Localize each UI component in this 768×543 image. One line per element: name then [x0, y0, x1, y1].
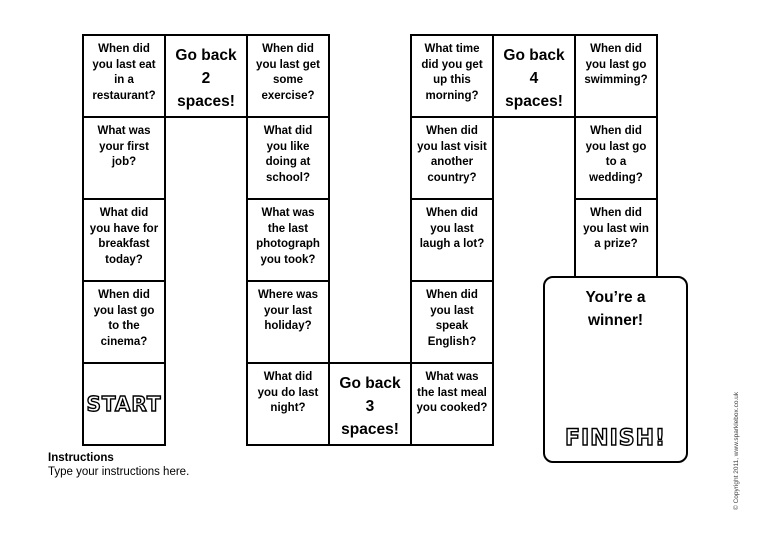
board-space-col3-3: [246, 198, 330, 282]
winner-text: You’re a winner!: [585, 289, 646, 329]
board-space-col7-3: [574, 198, 658, 278]
go-back-3-space: [328, 362, 412, 446]
board-space-col5-3: [410, 198, 494, 282]
start-label: START: [86, 392, 162, 416]
finish-label: FINISH!: [564, 426, 667, 451]
board-space-col1-2: [82, 116, 166, 200]
board-space-col5-4: [410, 280, 494, 364]
go-back-text: Go back 2 spaces!: [175, 47, 237, 110]
question-text: When did you last visit another country?: [417, 125, 487, 184]
board-space-col5-1: [410, 34, 494, 118]
question-text: When did you last go to the cinema?: [93, 289, 155, 348]
question-text: What was your first job?: [97, 125, 151, 168]
board-space-col3-2: [246, 116, 330, 200]
question-text: What was the last meal you cooked?: [416, 371, 488, 414]
question-text: When did you last go to a wedding?: [585, 125, 647, 184]
question-text: Where was your last holiday?: [257, 289, 319, 332]
finish-space: [543, 276, 688, 463]
go-back-4-space: [492, 34, 576, 118]
board-space-col1-3: [82, 198, 166, 282]
go-back-text: Go back 4 spaces!: [503, 47, 565, 110]
go-back-text: Go back 3 spaces!: [339, 375, 401, 438]
start-space: [82, 362, 166, 446]
go-back-2-space: [164, 34, 248, 118]
instructions-text: Type your instructions here.: [48, 466, 190, 478]
board-space-col3-1: [246, 34, 330, 118]
question-text: When did you last win a prize?: [583, 207, 649, 250]
question-text: When did you last speak English?: [426, 289, 478, 348]
board-space-col5-5: [410, 362, 494, 446]
board-space-col1-1: [82, 34, 166, 118]
question-text: What did you have for breakfast today?: [89, 207, 159, 266]
question-text: When did you last get some exercise?: [256, 43, 320, 102]
question-text: When did you last go swimming?: [584, 43, 648, 86]
question-text: What was the last photograph you took?: [256, 207, 320, 266]
question-text: When did you last eat in a restaurant?: [92, 43, 156, 102]
board-space-col3-4: [246, 280, 330, 364]
board-space-col3-5: [246, 362, 330, 446]
question-text: What time did you get up this morning?: [421, 43, 483, 102]
copyright-notice: © Copyright 2011, www.sparklebox.co.uk: [733, 391, 740, 510]
instructions-title: Instructions: [48, 452, 114, 464]
board-space-col1-4: [82, 280, 166, 364]
question-text: When did you last laugh a lot?: [419, 207, 485, 250]
question-text: What did you do last night?: [257, 371, 319, 414]
board-space-col7-1: [574, 34, 658, 118]
board-space-col5-2: [410, 116, 494, 200]
question-text: What did you like doing at school?: [263, 125, 313, 184]
board-space-col7-2: [574, 116, 658, 200]
